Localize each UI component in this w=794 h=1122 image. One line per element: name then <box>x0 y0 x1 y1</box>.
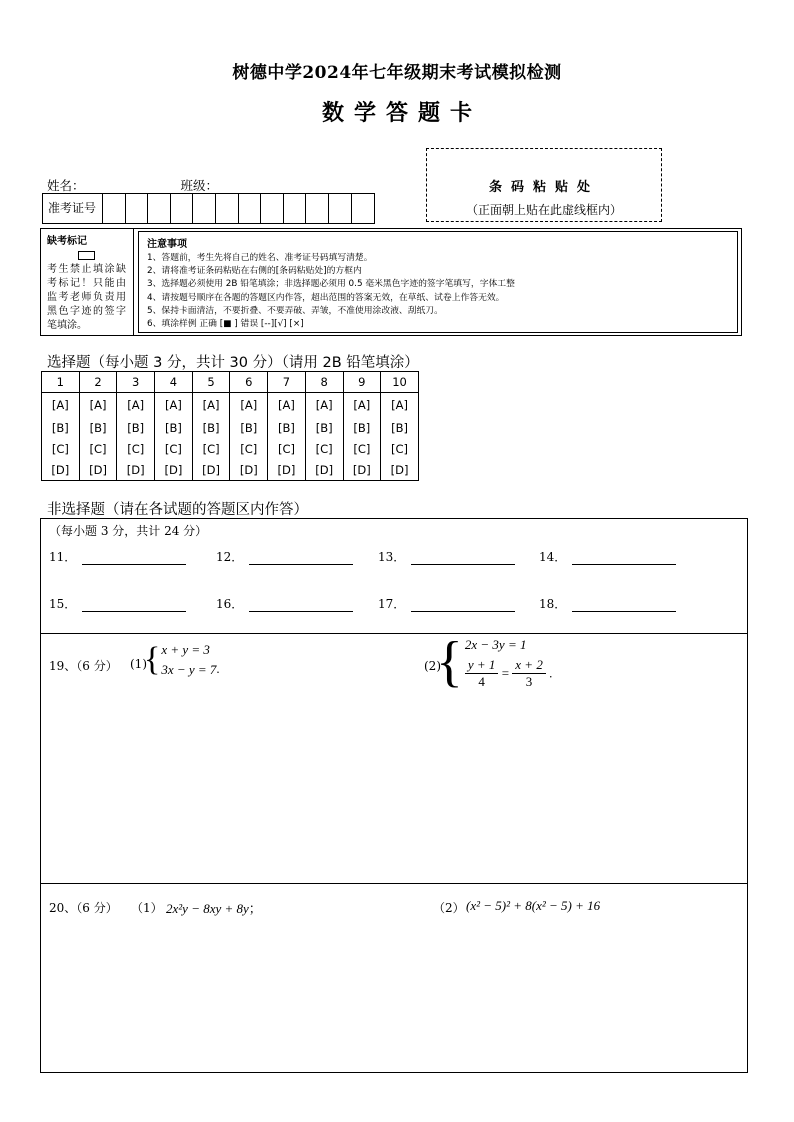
exam-id-digit[interactable] <box>148 194 171 223</box>
expression: 2x²y − 8xy + 8y <box>166 901 249 916</box>
name-label: 姓名： <box>47 178 85 193</box>
mc-option-c[interactable]: [C] <box>381 439 419 460</box>
fill-number: 11． <box>49 550 77 564</box>
exam-id-digit[interactable] <box>284 194 307 223</box>
absent-text: 考生禁止填涂缺考标记！只能由监考老师负责用黑色字迹的签字笔填涂。 <box>47 264 126 331</box>
mc-number: 7 <box>268 372 306 393</box>
page-title: 树德中学2024年七年级期末考试模拟检测 <box>232 63 562 83</box>
equation: 2x − 3y = 1 <box>464 636 527 652</box>
mc-option-a[interactable]: [A] <box>381 393 419 418</box>
mc-option-c[interactable]: [C] <box>343 439 381 460</box>
mc-option-d[interactable]: [D] <box>192 460 230 481</box>
answer-line[interactable] <box>411 551 515 565</box>
mc-option-a[interactable]: [A] <box>155 393 193 418</box>
equation: x + y = 3 <box>161 642 210 657</box>
exam-id-digit[interactable] <box>329 194 352 223</box>
mc-option-b[interactable]: [B] <box>381 418 419 439</box>
barcode-title: 条码粘贴处 <box>488 180 599 195</box>
student-info-row <box>47 176 316 194</box>
absent-heading: 缺考标记 <box>47 236 87 247</box>
mc-option-a[interactable]: [A] <box>192 393 230 418</box>
note-item: 5、保持卡面清洁，不要折叠、不要弄破、弄皱，不准使用涂改液、刮纸刀。 <box>147 305 443 316</box>
mc-title: 选择题（每小题 3 分，共计 30 分）（请用 2B 铅笔填涂） <box>47 355 419 371</box>
q19-part1-system <box>144 640 220 680</box>
fraction <box>512 657 546 690</box>
mc-option-d[interactable]: [D] <box>42 460 80 481</box>
exam-id-digit[interactable] <box>306 194 329 223</box>
mc-option-c[interactable]: [C] <box>268 439 306 460</box>
exam-id-digit[interactable] <box>216 194 239 223</box>
mc-option-b[interactable]: [B] <box>155 418 193 439</box>
mc-number: 6 <box>230 372 268 393</box>
note-item: 6、填涂样例 正确 [■ ] 错误 [--][√] [×] <box>147 319 304 330</box>
fill-answer-16[interactable] <box>216 595 353 612</box>
notes-heading: 注意事项 <box>147 239 187 250</box>
mc-option-b[interactable]: [B] <box>117 418 155 439</box>
exam-id-digit[interactable] <box>126 194 149 223</box>
fill-answer-11[interactable] <box>49 548 186 565</box>
mc-option-b[interactable]: [B] <box>268 418 306 439</box>
answer-line[interactable] <box>572 598 676 612</box>
mc-option-a[interactable]: [A] <box>268 393 306 418</box>
mc-number: 3 <box>117 372 155 393</box>
absent-mark-box <box>40 228 134 336</box>
q19-part2-label: (2) <box>424 659 441 673</box>
mc-option-b[interactable]: [B] <box>343 418 381 439</box>
q19-part2-system <box>436 631 553 693</box>
mc-option-c[interactable]: [C] <box>230 439 268 460</box>
mc-option-c[interactable]: [C] <box>305 439 343 460</box>
note-item: 2、请将准考证条码粘贴在右侧的[条码粘贴处]的方框内 <box>147 266 362 277</box>
mc-option-a[interactable]: [A] <box>42 393 80 418</box>
mc-number: 1 <box>42 372 80 393</box>
mc-option-a[interactable]: [A] <box>79 393 117 418</box>
fill-number: 16． <box>216 597 244 611</box>
answer-line[interactable] <box>249 598 353 612</box>
absent-checkbox[interactable] <box>78 251 95 260</box>
mc-number: 9 <box>343 372 381 393</box>
exam-id-digit[interactable] <box>239 194 262 223</box>
denominator: 3 <box>525 673 533 689</box>
equation: 3x − y = 7 <box>161 662 217 677</box>
exam-id-label: 准考证号 <box>43 194 103 223</box>
exam-id-digit[interactable] <box>261 194 284 223</box>
mc-option-d[interactable]: [D] <box>343 460 381 481</box>
punctuation: ； <box>248 901 262 916</box>
exam-id-digit[interactable] <box>193 194 216 223</box>
mc-number: 2 <box>79 372 117 393</box>
exam-id-digit[interactable] <box>352 194 375 223</box>
divider <box>40 633 748 634</box>
q19-part1-label: (1) <box>130 657 147 671</box>
barcode-note: （正面朝上贴在此虚线框内） <box>465 203 622 217</box>
mc-number: 4 <box>155 372 193 393</box>
q20-label: 20、（6 分） <box>49 901 118 915</box>
mc-grid <box>41 371 419 481</box>
mc-option-c[interactable]: [C] <box>117 439 155 460</box>
mc-option-d[interactable]: [D] <box>268 460 306 481</box>
fill-note: （每小题 3 分，共计 24 分） <box>49 524 208 538</box>
mc-number-row <box>42 372 419 393</box>
q20-part1-label: （1） <box>131 901 163 915</box>
q19-label: 19、（6 分） <box>49 659 118 673</box>
mc-option-d[interactable]: [D] <box>381 460 419 481</box>
nonmc-title: 非选择题（请在各试题的答题区内作答） <box>47 502 308 518</box>
fraction <box>465 657 499 690</box>
answer-line[interactable] <box>572 551 676 565</box>
class-label: 班级： <box>180 178 219 193</box>
mc-option-b[interactable]: [B] <box>79 418 117 439</box>
mc-option-b[interactable]: [B] <box>42 418 80 439</box>
fill-answer-14[interactable] <box>539 548 676 565</box>
mc-number: 5 <box>192 372 230 393</box>
fill-answer-18[interactable] <box>539 595 676 612</box>
fill-number: 17． <box>378 597 406 611</box>
mc-option-b[interactable]: [B] <box>305 418 343 439</box>
divider <box>40 883 748 884</box>
answer-line[interactable] <box>411 598 515 612</box>
mc-option-d[interactable]: [D] <box>155 460 193 481</box>
q20-part2-label: （2） <box>433 901 465 915</box>
mc-option-d[interactable]: [D] <box>117 460 155 481</box>
answer-line[interactable] <box>82 551 186 565</box>
exam-id-row <box>42 193 375 224</box>
punctuation: . <box>549 665 553 680</box>
exam-id-digit[interactable] <box>171 194 194 223</box>
mc-option-a[interactable]: [A] <box>343 393 381 418</box>
mc-option-c[interactable]: [C] <box>155 439 193 460</box>
mc-option-c[interactable]: [C] <box>192 439 230 460</box>
mc-option-b[interactable]: [B] <box>230 418 268 439</box>
numerator: x + 2 <box>512 657 546 674</box>
mc-option-c[interactable]: [C] <box>42 439 80 460</box>
fill-number: 13． <box>378 550 406 564</box>
mc-option-d[interactable]: [D] <box>79 460 117 481</box>
numerator: y + 1 <box>465 657 499 674</box>
fill-number: 14． <box>539 550 567 564</box>
answer-line[interactable] <box>249 551 353 565</box>
answer-line[interactable] <box>82 598 186 612</box>
mc-number: 10 <box>381 372 419 393</box>
fill-number: 12． <box>216 550 244 564</box>
mc-number: 8 <box>305 372 343 393</box>
notes-box <box>138 231 738 333</box>
fill-answer-13[interactable] <box>378 548 515 565</box>
mc-option-a[interactable]: [A] <box>117 393 155 418</box>
fill-number: 15． <box>49 597 77 611</box>
note-item: 4、请按题号顺序在各题的答题区内作答，超出范围的答案无效，在草纸、试卷上作答无效。 <box>147 292 505 303</box>
fill-answer-12[interactable] <box>216 548 353 565</box>
fill-answer-17[interactable] <box>378 595 515 612</box>
mc-option-c[interactable]: [C] <box>79 439 117 460</box>
fill-answer-15[interactable] <box>49 595 186 612</box>
punctuation: . <box>216 661 220 676</box>
mc-option-d[interactable]: [D] <box>305 460 343 481</box>
barcode-area <box>426 148 662 222</box>
exam-id-digit[interactable] <box>103 194 126 223</box>
note-item: 3、选择题必须使用 2B 铅笔填涂；非选择题必须用 0.5 毫米黑色字迹的签字笔填写，字体工整 <box>147 279 515 290</box>
mc-option-a[interactable]: [A] <box>230 393 268 418</box>
mc-option-a[interactable]: [A] <box>305 393 343 418</box>
denominator: 4 <box>478 673 485 689</box>
mc-option-b[interactable]: [B] <box>192 418 230 439</box>
brace-icon: { <box>436 631 463 693</box>
brace-icon: { <box>144 641 161 678</box>
q20-part1-expression <box>166 898 262 917</box>
mc-option-d[interactable]: [D] <box>230 460 268 481</box>
q20-part2-expression: (x² − 5)² + 8(x² − 5) + 16 <box>466 898 601 913</box>
fill-number: 18． <box>539 597 567 611</box>
equals-sign: = <box>501 665 510 680</box>
page-subtitle: 数学答题卡 <box>321 100 482 126</box>
note-item: 1、答题前，考生先将自己的姓名、准考证号码填写清楚。 <box>147 253 373 263</box>
